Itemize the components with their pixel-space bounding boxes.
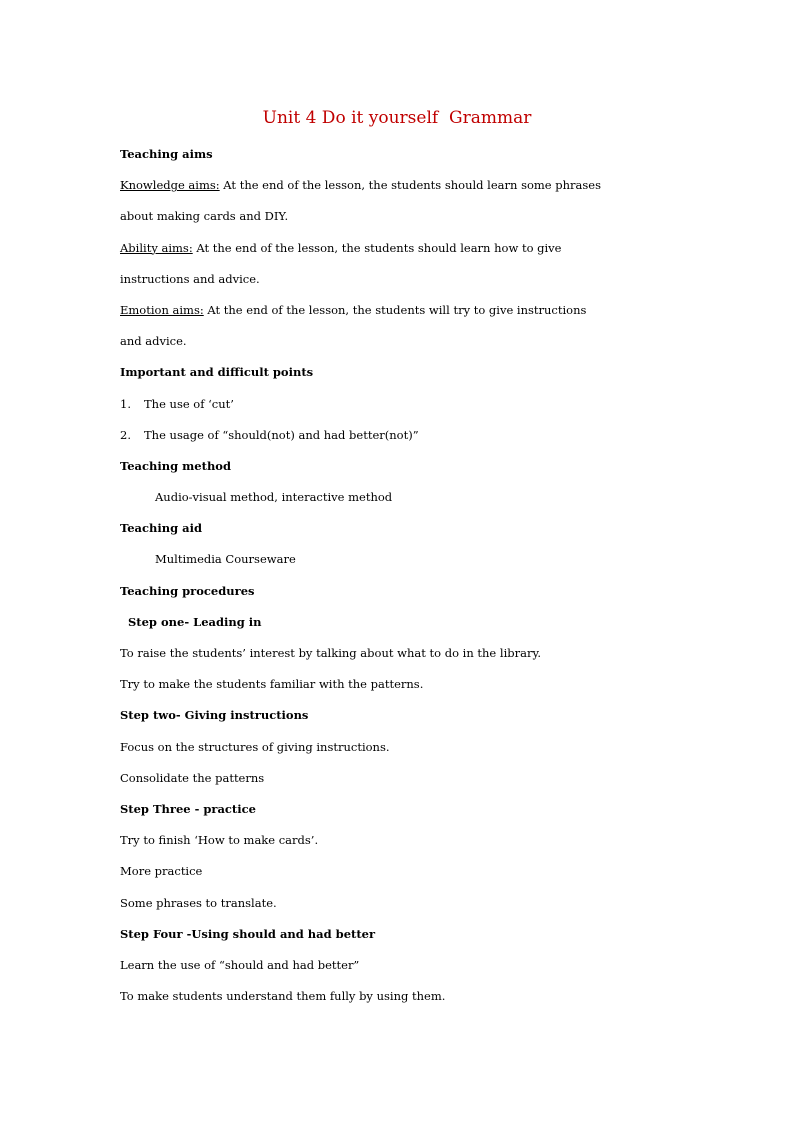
emotion-aims-text-1: At the end of the lesson, the students will try to give instructions — [203, 302, 587, 317]
item-number: 2. — [120, 427, 131, 442]
ability-aims-label: Ability aims: — [120, 240, 193, 255]
knowledge-aims-line-1 — [120, 174, 720, 205]
step-one-line: To raise the students’ interest by talking about what to do in the library. — [120, 646, 542, 660]
emotion-aims-text-2: and advice. — [120, 334, 187, 349]
teaching-aid-text: Multimedia Courseware — [155, 552, 296, 567]
step-one-heading: Step one- Leading in — [128, 614, 262, 629]
ability-aims-text-2: instructions and advice. — [120, 271, 260, 286]
teaching-aid-heading: Teaching aid — [120, 521, 203, 536]
item-text: The usage of “should(not) and had better(not)” — [144, 427, 419, 442]
step-three-line: More practice — [120, 864, 203, 879]
emotion-aims-label: Emotion aims: — [120, 302, 204, 317]
knowledge-aims-text-2: about making cards and DIY. — [120, 209, 289, 224]
step-two-line: Consolidate the patterns — [120, 770, 265, 785]
teaching-procedures-heading: Teaching procedures — [120, 583, 255, 598]
step-three-line: Try to finish ‘How to make cards’. — [120, 833, 319, 848]
knowledge-aims-text-1: At the end of the lesson, the students should learn some phrases — [219, 178, 601, 193]
document-title: Unit 4 Do it yourself Grammar — [262, 108, 532, 128]
emotion-aims-line-1 — [120, 299, 720, 330]
knowledge-aims-label: Knowledge aims: — [120, 178, 220, 193]
important-point-item — [120, 393, 720, 424]
important-point-item — [120, 424, 720, 455]
step-one-line: Try to make the students familiar with the patterns. — [120, 677, 424, 692]
document-body — [120, 143, 720, 1016]
step-four-heading: Step Four -Using should and had better — [120, 926, 376, 941]
step-four-line: To make students understand them fully by using them. — [120, 989, 446, 1004]
step-two-heading: Step two- Giving instructions — [120, 708, 309, 723]
teaching-method-heading: Teaching method — [120, 458, 232, 473]
teaching-aims-heading: Teaching aims — [120, 147, 213, 161]
item-text: The use of ‘cut’ — [144, 396, 234, 411]
important-points-heading: Important and difficult points — [120, 365, 314, 380]
item-number: 1. — [120, 396, 131, 411]
step-three-line: Some phrases to translate. — [120, 895, 277, 910]
ability-aims-line-1 — [120, 237, 720, 268]
step-four-line: Learn the use of “should and had better” — [120, 957, 360, 972]
step-three-heading: Step Three - practice — [120, 801, 256, 816]
ability-aims-text-1: At the end of the lesson, the students should learn how to give — [192, 240, 562, 255]
step-two-line: Focus on the structures of giving instructions. — [120, 739, 390, 754]
teaching-method-text: Audio-visual method, interactive method — [155, 490, 393, 505]
